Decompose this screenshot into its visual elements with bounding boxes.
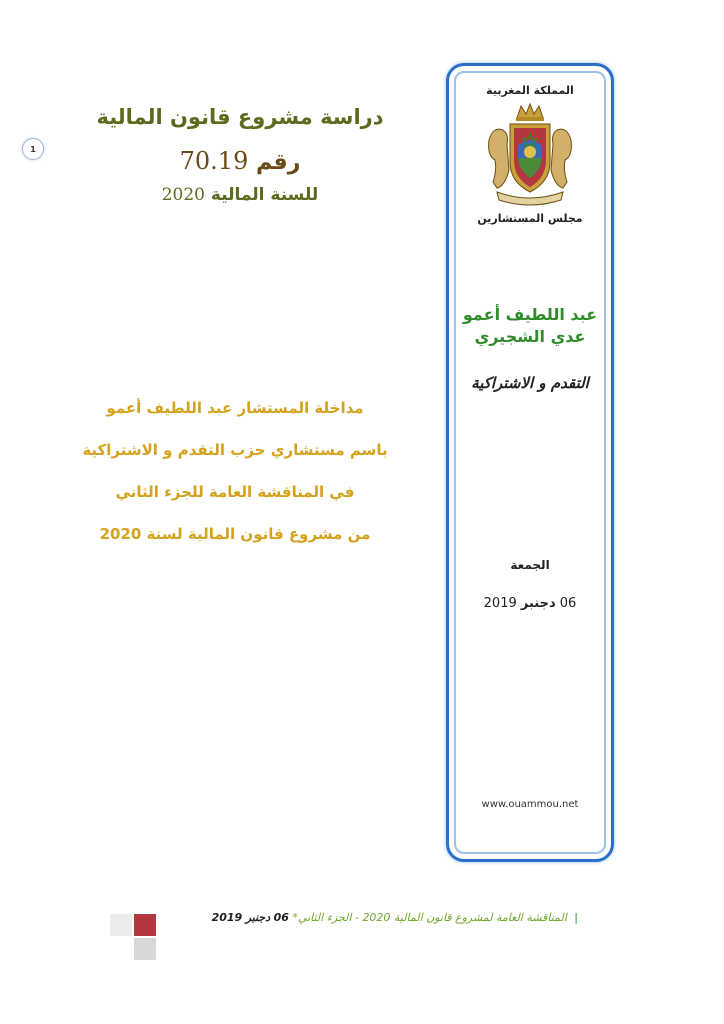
footer-square-red — [134, 914, 156, 936]
date-year: 2019 — [483, 596, 517, 611]
footer-decoration — [110, 914, 158, 962]
title-block — [40, 102, 440, 208]
intervention-line-2: باسم مستشاري حزب التقدم و الاشتراكية — [82, 441, 388, 459]
footer-separator: | — [574, 911, 578, 924]
intervention-line-4: من مشروع قانون المالية لسنة 2020 — [99, 525, 371, 543]
footer-caption — [211, 911, 578, 924]
footer-square-light — [110, 914, 132, 936]
councillor-names — [449, 304, 611, 348]
councillor-name-2: عدي الشجيري — [474, 327, 586, 346]
footer-date-day: 06 — [273, 911, 289, 924]
intervention-line-3: في المناقشة العامة للجزء الثاني — [115, 483, 355, 501]
date-month: دجنبر — [520, 596, 556, 611]
side-panel — [446, 63, 614, 862]
session-date — [449, 596, 611, 611]
party-logo-text: التقدم و الاشتراكية — [471, 374, 589, 392]
council-label: مجلس المستشارين — [477, 212, 583, 225]
footer-date-month: دجنبر — [245, 911, 271, 924]
kingdom-label: المملكة المغربية — [486, 84, 574, 97]
footer-date-year: 2019 — [211, 911, 243, 924]
councillor-name-1: عبد اللطيف أعمو — [462, 305, 598, 324]
intervention-line-1: مداخلة المستشار عبد اللطيف أعمو — [106, 399, 364, 417]
footer-star: * — [292, 911, 298, 924]
bill-number-label: رقم — [256, 150, 301, 175]
website-link[interactable]: www.ouammou.net — [481, 799, 579, 810]
weekday: الجمعة — [510, 558, 550, 572]
fiscal-year-value: 2020 — [161, 185, 205, 205]
bill-number — [40, 146, 440, 178]
coat-of-arms-icon — [483, 100, 577, 208]
fiscal-year — [40, 182, 440, 208]
page-number-badge: 1 — [22, 138, 44, 160]
study-title: دراسة مشروع قانون المالية — [96, 105, 384, 129]
date-day: 06 — [559, 596, 577, 611]
bill-number-value: 70.19 — [179, 147, 249, 175]
footer-square-gray — [134, 938, 156, 960]
fiscal-year-prefix: للسنة المالية — [210, 185, 319, 205]
footer-description: المناقشة العامة لمشروع قانون المالية 2020 - الجزء الثاني — [297, 911, 567, 924]
intervention-block — [60, 398, 410, 566]
